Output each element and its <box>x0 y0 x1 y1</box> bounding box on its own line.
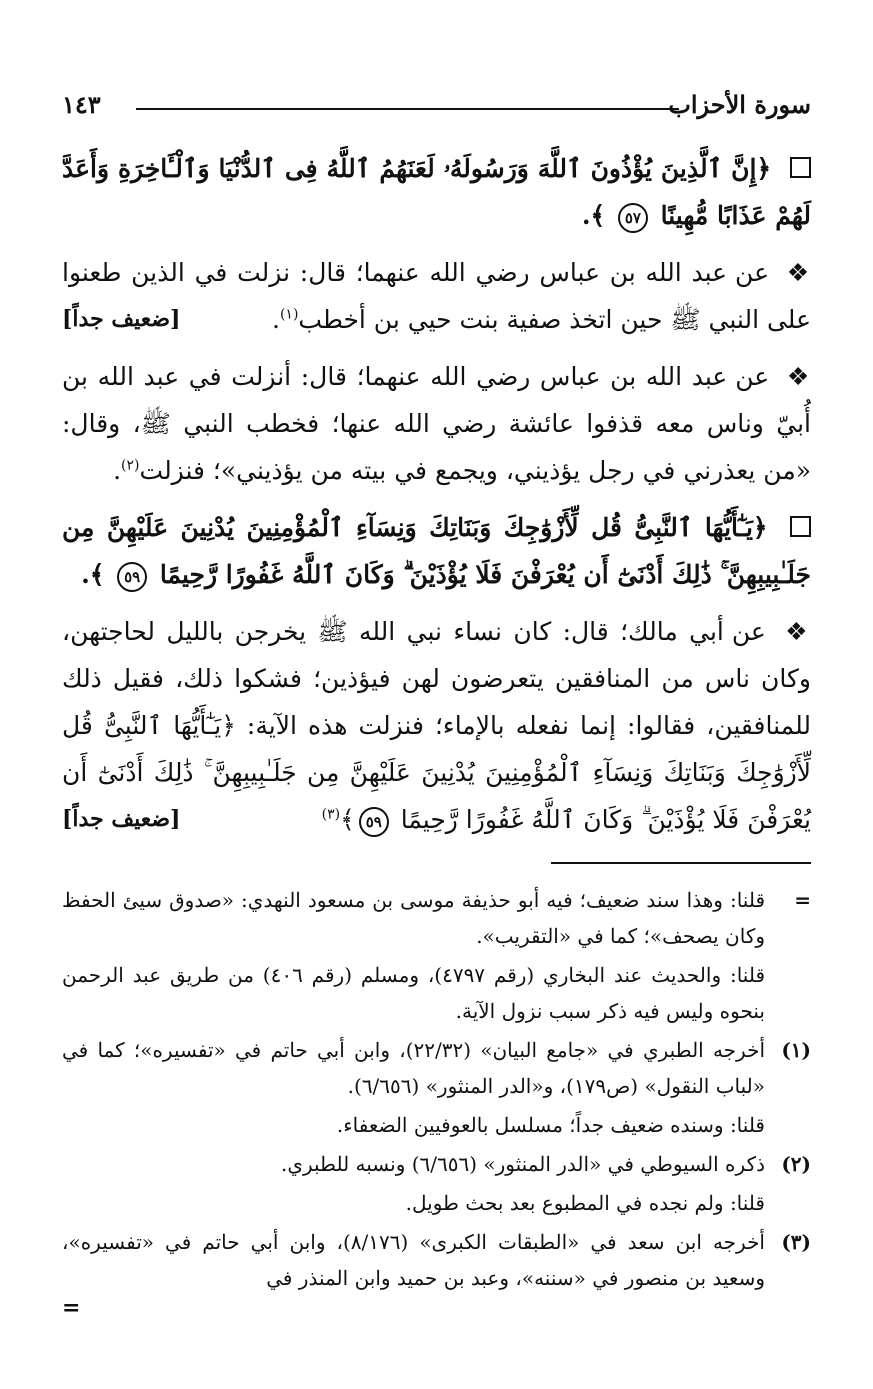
footnote-item <box>62 957 811 1029</box>
verse-box-icon <box>790 157 811 178</box>
main-text <box>62 145 811 853</box>
footnote-text: أخرجه الطبري في «جامع البيان» (٢٢/٣٢)، وابن أبي حاتم في «تفسيره»؛ كما في «لباب النقول» (ص١٧٩)، و«الدر المنثور» (٦/٦٥٦). <box>62 1038 766 1098</box>
footnote-item <box>62 1032 811 1104</box>
footnote-text: ذكره السيوطي في «الدر المنثور» (٦/٦٥٦) ونسبه للطبري. <box>280 1152 765 1176</box>
page-header <box>62 88 811 128</box>
hadith-entry: ❖ عن عبد الله بن عباس رضي الله عنهما؛ قال: أنزلت في عبد الله بن أُبيّ وناس معه قذفوا عائشة رضي الله عنها؛ فخطب النبي ﷺ، وقال: «من يعذرني في رجل يؤذيني، ويجمع في بيته من يؤذيني»؛ فنزلت$^{(٢)}$. <box>62 362 811 485</box>
hadith-entry: ❖ عن عبد الله بن عباس رضي الله عنهما؛ قال: نزلت في الذين طعنوا على النبي ﷺ حين اتخذ صفية بنت حيي بن أخطب$^{(١)}$. [ضعيف جداً] <box>62 249 811 343</box>
grade-label: [ضعيف جداً] <box>62 306 181 332</box>
quran-verse: ﴿إِنَّ ٱلَّذِينَ يُؤْذُونَ ٱللَّهَ وَرَسُولَهُۥ لَعَنَهُمُ ٱللَّهُ فِى ٱلدُّنْيَا وَٱلْـَٔاخِرَةِ وَأَعَدَّ لَهُمْ عَذَابًا مُّهِينًا ٥٧ ﴾. <box>62 145 811 239</box>
footnote-item <box>62 882 811 954</box>
footnote-ref: (١) <box>279 306 299 323</box>
footnote-text: قلنا: والحديث عند البخاري (رقم ٤٧٩٧)، ومسلم (رقم ٤٠٦) من طريق عبد الرحمن بنحوه وليس فيه ذكر سبب نزول الآية. <box>62 963 766 1023</box>
footnote-marker <box>765 1185 811 1221</box>
footnote-separator <box>551 862 811 864</box>
footnote-marker: (١) <box>781 1038 811 1062</box>
footnote-marker <box>765 957 811 1029</box>
footnote-text: قلنا: وسنده ضعيف جداً؛ مسلسل بالعوفيين الضعفاء. <box>336 1113 765 1137</box>
footnote-marker: = <box>794 888 811 912</box>
page-number: ١٤٣ <box>62 90 101 119</box>
footnote-text: قلنا: ولم نجده في المطبوع بعد بحث طويل. <box>405 1191 765 1215</box>
hadith-entry: ❖ عن أبي مالك؛ قال: كان نساء نبي الله ﷺ يخرجن بالليل لحاجتهن، وكان ناس من المنافقين يتعرضون لهن فيؤذين؛ فشكوا ذلك، فقيل ذلك للمنافقين، فقالوا: إنما نفعله بالإماء؛ فنزلت هذه الآية: ﴿يَـٰٓأَيُّهَا ٱلنَّبِىُّ قُل لِّأَزْوَٰجِكَ وَبَنَاتِكَ وَنِسَآءِ ٱلْمُؤْمِنِينَ يُدْنِينَ عَلَيْهِنَّ مِن جَلَـٰبِيبِهِنَّ ۚ ذَٰلِكَ أَدْنَىٰٓ أَن يُعْرَفْنَ فَلَا يُؤْذَيْنَ ۗ وَكَانَ ٱللَّهُ غَفُورًا رَّحِيمًا ٥٩﴾$^{(٣)}$ [ضعيف جداً] <box>62 608 811 843</box>
footnote-marker: (٢) <box>781 1152 811 1176</box>
verse-box-icon <box>790 516 811 537</box>
quran-verse: ﴿يَـٰٓأَيُّهَا ٱلنَّبِىُّ قُل لِّأَزْوَٰجِكَ وَبَنَاتِكَ وَنِسَآءِ ٱلْمُؤْمِنِينَ يُدْنِينَ عَلَيْهِنَّ مِن جَلَـٰبِيبِهِنَّ ۚ ذَٰلِكَ أَدْنَىٰٓ أَن يُعْرَفْنَ فَلَا يُؤْذَيْنَ ۗ وَكَانَ ٱللَّهُ غَفُورًا رَّحِيمًا ٥٩ ﴾. <box>62 504 811 598</box>
footnotes <box>62 882 811 1299</box>
continuation-mark: = <box>62 1295 81 1321</box>
surah-title: سورة الأحزاب <box>668 90 811 119</box>
footnote-ref: (٢) <box>121 457 140 474</box>
footnote-text: قلنا: وهذا سند ضعيف؛ فيه أبو حذيفة موسى بن مسعود النهدي: «صدوق سيئ الحفظ وكان يصحف»؛ كما في «التقريب». <box>62 888 765 948</box>
verse-number: ٥٩ <box>117 562 147 592</box>
diamond-bullet-icon: ❖ <box>785 617 811 646</box>
diamond-bullet-icon: ❖ <box>786 362 811 391</box>
grade-label: [ضعيف جداً] <box>62 806 181 832</box>
footnote-marker: (٣) <box>781 1230 811 1254</box>
verse-number: ٥٩ <box>359 807 389 837</box>
footnote-item <box>62 1146 811 1182</box>
footnote-ref: (٣) <box>321 806 341 823</box>
footnote-item <box>62 1107 811 1143</box>
header-rule <box>136 108 679 110</box>
verse-number: ٥٧ <box>618 203 648 233</box>
footnote-item <box>62 1185 811 1221</box>
diamond-bullet-icon: ❖ <box>786 258 811 287</box>
footnote-item <box>62 1224 811 1296</box>
footnote-marker <box>765 1107 811 1143</box>
footnote-text: أخرجه ابن سعد في «الطبقات الكبرى» (٨/١٧٦)، وابن أبي حاتم في «تفسيره»، وسعيد بن منصور في «سننه»، وعبد بن حميد وابن المنذر في <box>62 1230 765 1290</box>
